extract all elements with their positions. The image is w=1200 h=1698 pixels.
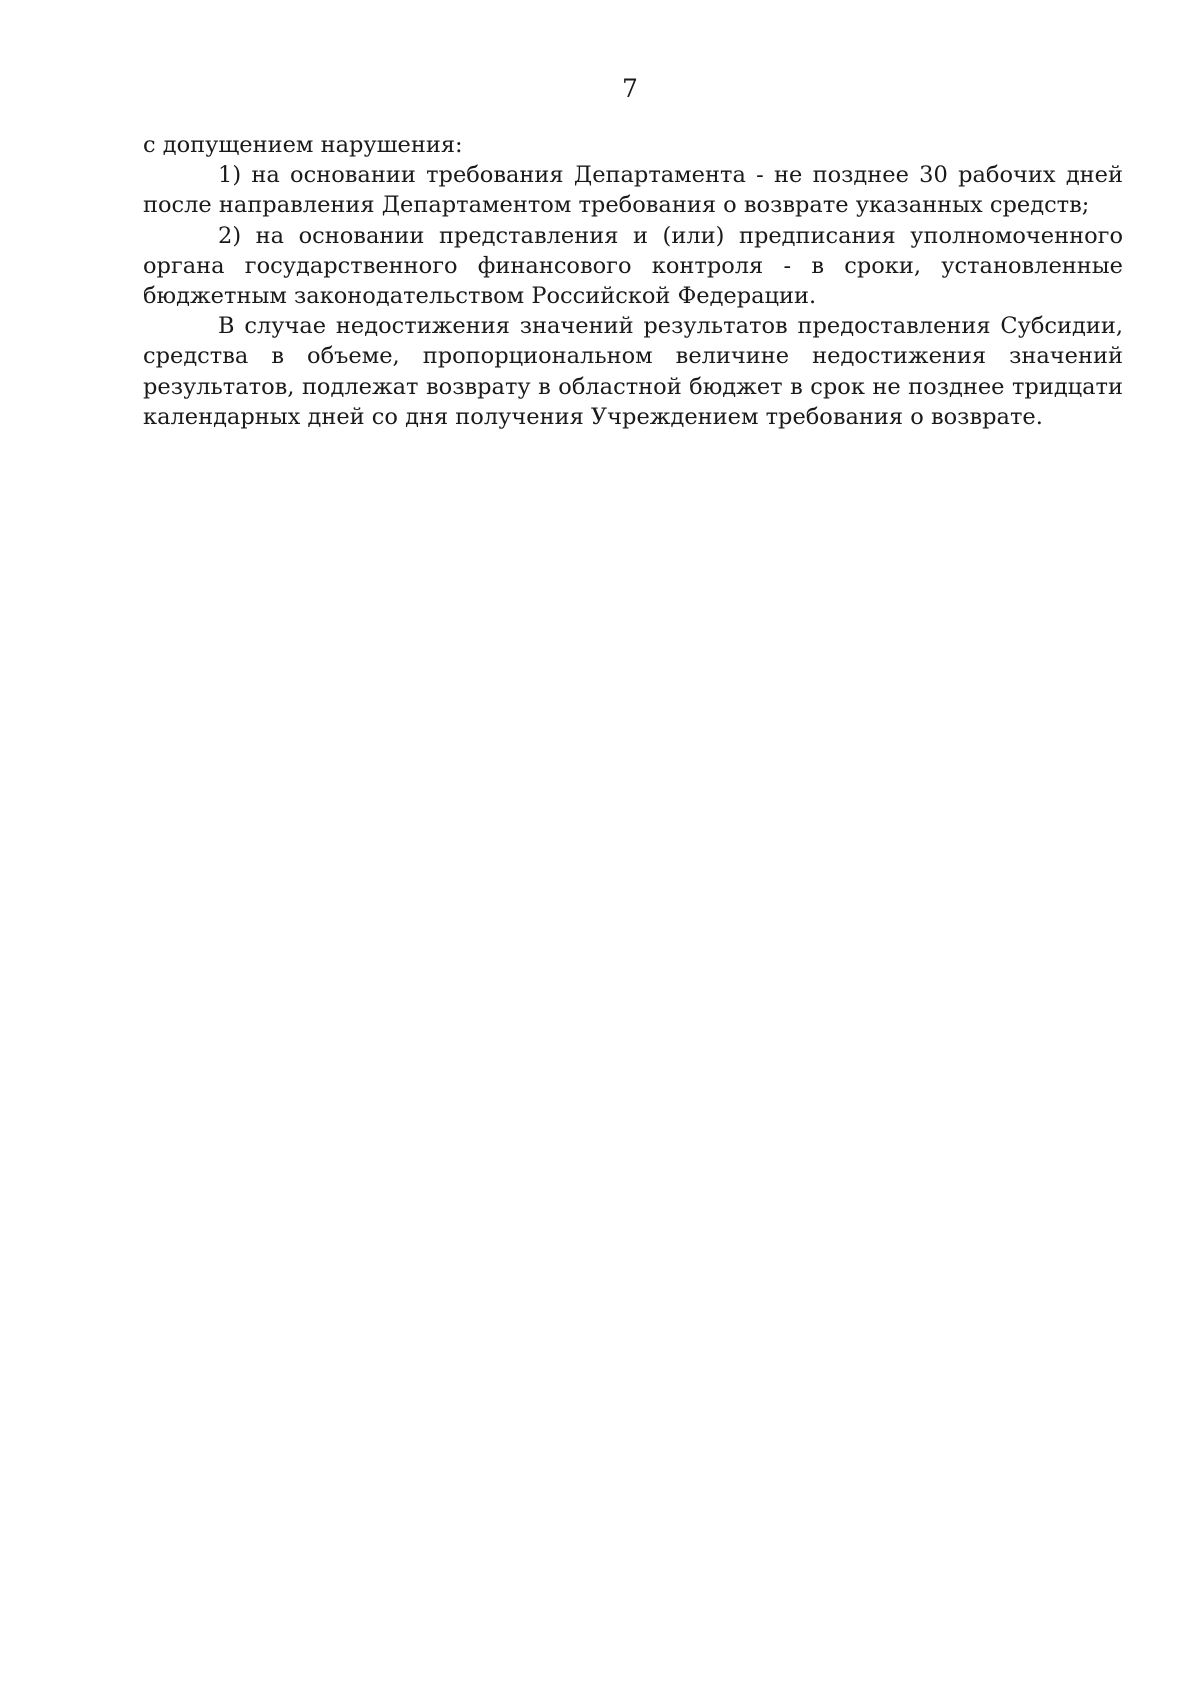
paragraph-item-2: 2) на основании представления и (или) предписания уполномоченного органа государственного финансового контроля - в сроки, установленные бюджетным законодательством Российской Федерации. [143, 222, 1123, 310]
paragraph-item-1: 1) на основании требования Департамента - не позднее 30 рабочих дней после направления Департаментом требования о возврате указанных средств; [143, 162, 1123, 219]
document-body [143, 130, 1123, 432]
paragraph-continuation: с допущением нарушения: [143, 132, 463, 158]
page-number: 7 [622, 74, 638, 103]
paragraph-subsidy-return: В случае недостижения значений результатов предоставления Субсидии, средства в объеме, пропорциональном величине недостижения значений результатов, подлежат возврату в областной бюджет в срок не позднее тридцати календарных дней со дня получения Учреждением требования о возврате. [143, 313, 1123, 430]
